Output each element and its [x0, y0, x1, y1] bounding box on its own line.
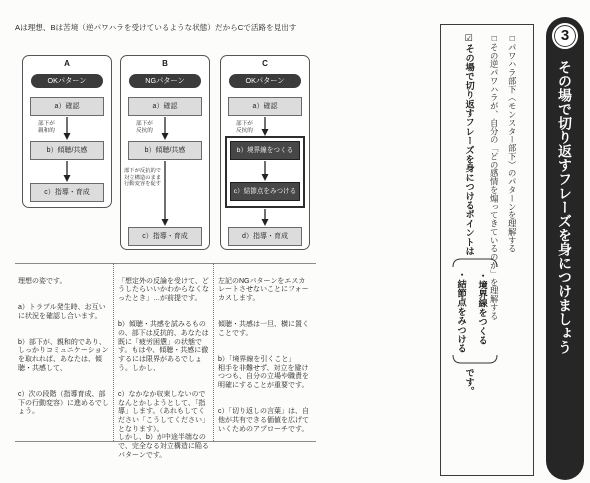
key-point: ・境界線をつくる: [477, 271, 488, 345]
explanation-paragraph: c）「切り返しの言葉」は、自他が共有できる価値を広げていくためのアプローチです。: [218, 408, 309, 433]
pattern-a-badge: OKパターン: [31, 74, 103, 88]
explanation-paragraph: 左記のNGパターンをエスカレートさせないことにフォーカスします。: [218, 277, 309, 303]
section-title: その場で切り返すフレーズを身につけましょう: [557, 60, 573, 354]
explanation-paragraph: c）次の段階（指導育成、部下の行動変容）に進めるでしょう。: [18, 390, 109, 416]
condition-line: 反抗的: [136, 127, 153, 134]
pattern-a-step-guide: c）指導・育成: [30, 183, 104, 202]
pattern-b-step-listen: b）傾聴/共感: [128, 141, 202, 160]
pattern-c-step-nodal-point: c）結節点をみつける: [230, 182, 300, 201]
section-number-badge: 3: [552, 23, 578, 49]
down-arrow-icon: [261, 161, 269, 181]
explanation-column-c: [218, 269, 310, 452]
column-divider: [213, 263, 214, 441]
bracket-close-icon: [452, 355, 498, 364]
checklist-item-text: パワハラ部下（モンスター部下）のパターンを理解する: [507, 43, 518, 253]
checklist-box: [440, 24, 534, 476]
pattern-a-condition: [38, 121, 55, 134]
explanation-paragraph: c）なかなか収束しないのでなんとかしようとして、「指導」します。（あれもしてください「こうしてください」となります）。 しかし、b）が中途半端なので、完全なる対立構造に陥るパターンです。: [118, 390, 209, 459]
bracket-open-icon: [452, 258, 498, 267]
condition-line: 部下が: [136, 121, 153, 127]
pattern-c-badge: OKパターン: [229, 74, 301, 88]
explanation-paragraph: 「想定外の反論を受けて、どうしたらいいかわからなくなったとき」…が前提です。: [118, 277, 209, 303]
key-point: ・結節点をみつける: [456, 270, 467, 353]
down-arrow-icon: [261, 117, 269, 136]
checkbox-empty-icon: □: [507, 33, 518, 43]
pattern-c-step-boundary: b）境界線をつくる: [230, 141, 300, 160]
long-down-arrow-icon: [161, 161, 169, 226]
pattern-a-step-listen: b）傾聴/共感: [30, 141, 104, 160]
checklist-item-text: その逆パワハラが、自分の「どの感情を煽ってきているのか」を理解する: [489, 43, 500, 320]
pattern-a-step-confirm: a）確認: [30, 97, 104, 116]
checkbox-checked-icon: ☑: [464, 33, 475, 44]
checklist-item: [489, 33, 498, 320]
down-arrow-icon: [63, 117, 71, 140]
explanation-paragraph: b）「境界線を引くこと」 相手を非難せず、対立を避けつつも、自分の立場や職責を明確にすることが重要です。: [218, 356, 309, 390]
pattern-c-step-confirm: a）確認: [228, 97, 302, 116]
table-top-rule: [15, 263, 316, 264]
explanation-paragraph: 傾聴・共感は一旦、横に置くことです。: [218, 321, 309, 337]
pattern-a-letter: A: [64, 59, 70, 68]
condition-line: 部下が: [236, 121, 253, 127]
pattern-a-box: [22, 55, 112, 208]
explanation-paragraph: b）傾聴・共感を試みるものの、部下は反抗的、あなたは既に「疲労困憊」の状態です。もはや、傾聴・共感に徹するには限界があるでしょう。しかし、: [118, 321, 209, 372]
explanation-paragraph: 理想の姿です。: [18, 277, 67, 285]
pattern-b-box: [120, 55, 210, 250]
explanation-paragraph: b）部下が、親和的であり、しっかりコミュニケーションを取れれば、あなたは、傾聴・共感して、: [18, 338, 109, 372]
pattern-c-letter: C: [262, 59, 268, 68]
column-divider: [113, 263, 114, 441]
down-arrow-icon: [261, 209, 269, 226]
pattern-c-box: [220, 55, 310, 250]
condition-line: 反抗的: [236, 127, 253, 134]
conflict-note-line: 部下が反抗的で: [124, 168, 162, 174]
figure-caption: Aは理想、Bは苦境（逆パワハラを受けているような状態）だからCで活路を見出す: [15, 23, 297, 32]
pattern-b-conflict-note: [124, 168, 161, 188]
explanation-column-a: [18, 269, 110, 434]
conflict-note-line: 対立構造のまま: [124, 174, 162, 181]
pattern-b-step-guide: c）指導・育成: [128, 227, 202, 246]
checklist-item: [507, 33, 516, 253]
pattern-b-condition: [136, 121, 153, 134]
condition-line: 親和的: [38, 127, 55, 134]
pattern-b-badge: NGパターン: [129, 74, 201, 88]
checklist-item-text: その場で切り返すフレーズを身につけるポイントは: [464, 44, 475, 256]
pattern-b-step-confirm: a）確認: [128, 97, 202, 116]
explanation-column-b: [118, 269, 210, 478]
checkbox-empty-icon: □: [489, 33, 500, 43]
down-arrow-icon: [161, 117, 169, 140]
pattern-c-step-guide: d）指導・育成: [228, 227, 302, 246]
condition-line: 部下が: [38, 121, 55, 127]
pattern-b-letter: B: [162, 59, 168, 68]
conflict-note-line: 行動変容を促す: [124, 181, 162, 188]
checklist-suffix: です。: [464, 368, 475, 396]
explanation-paragraph: a）トラブル発生時、お互いに状況を確認し合います。: [18, 303, 106, 320]
checklist-item-checked: [464, 33, 474, 256]
pattern-c-condition: [236, 121, 253, 134]
down-arrow-icon: [63, 161, 71, 182]
